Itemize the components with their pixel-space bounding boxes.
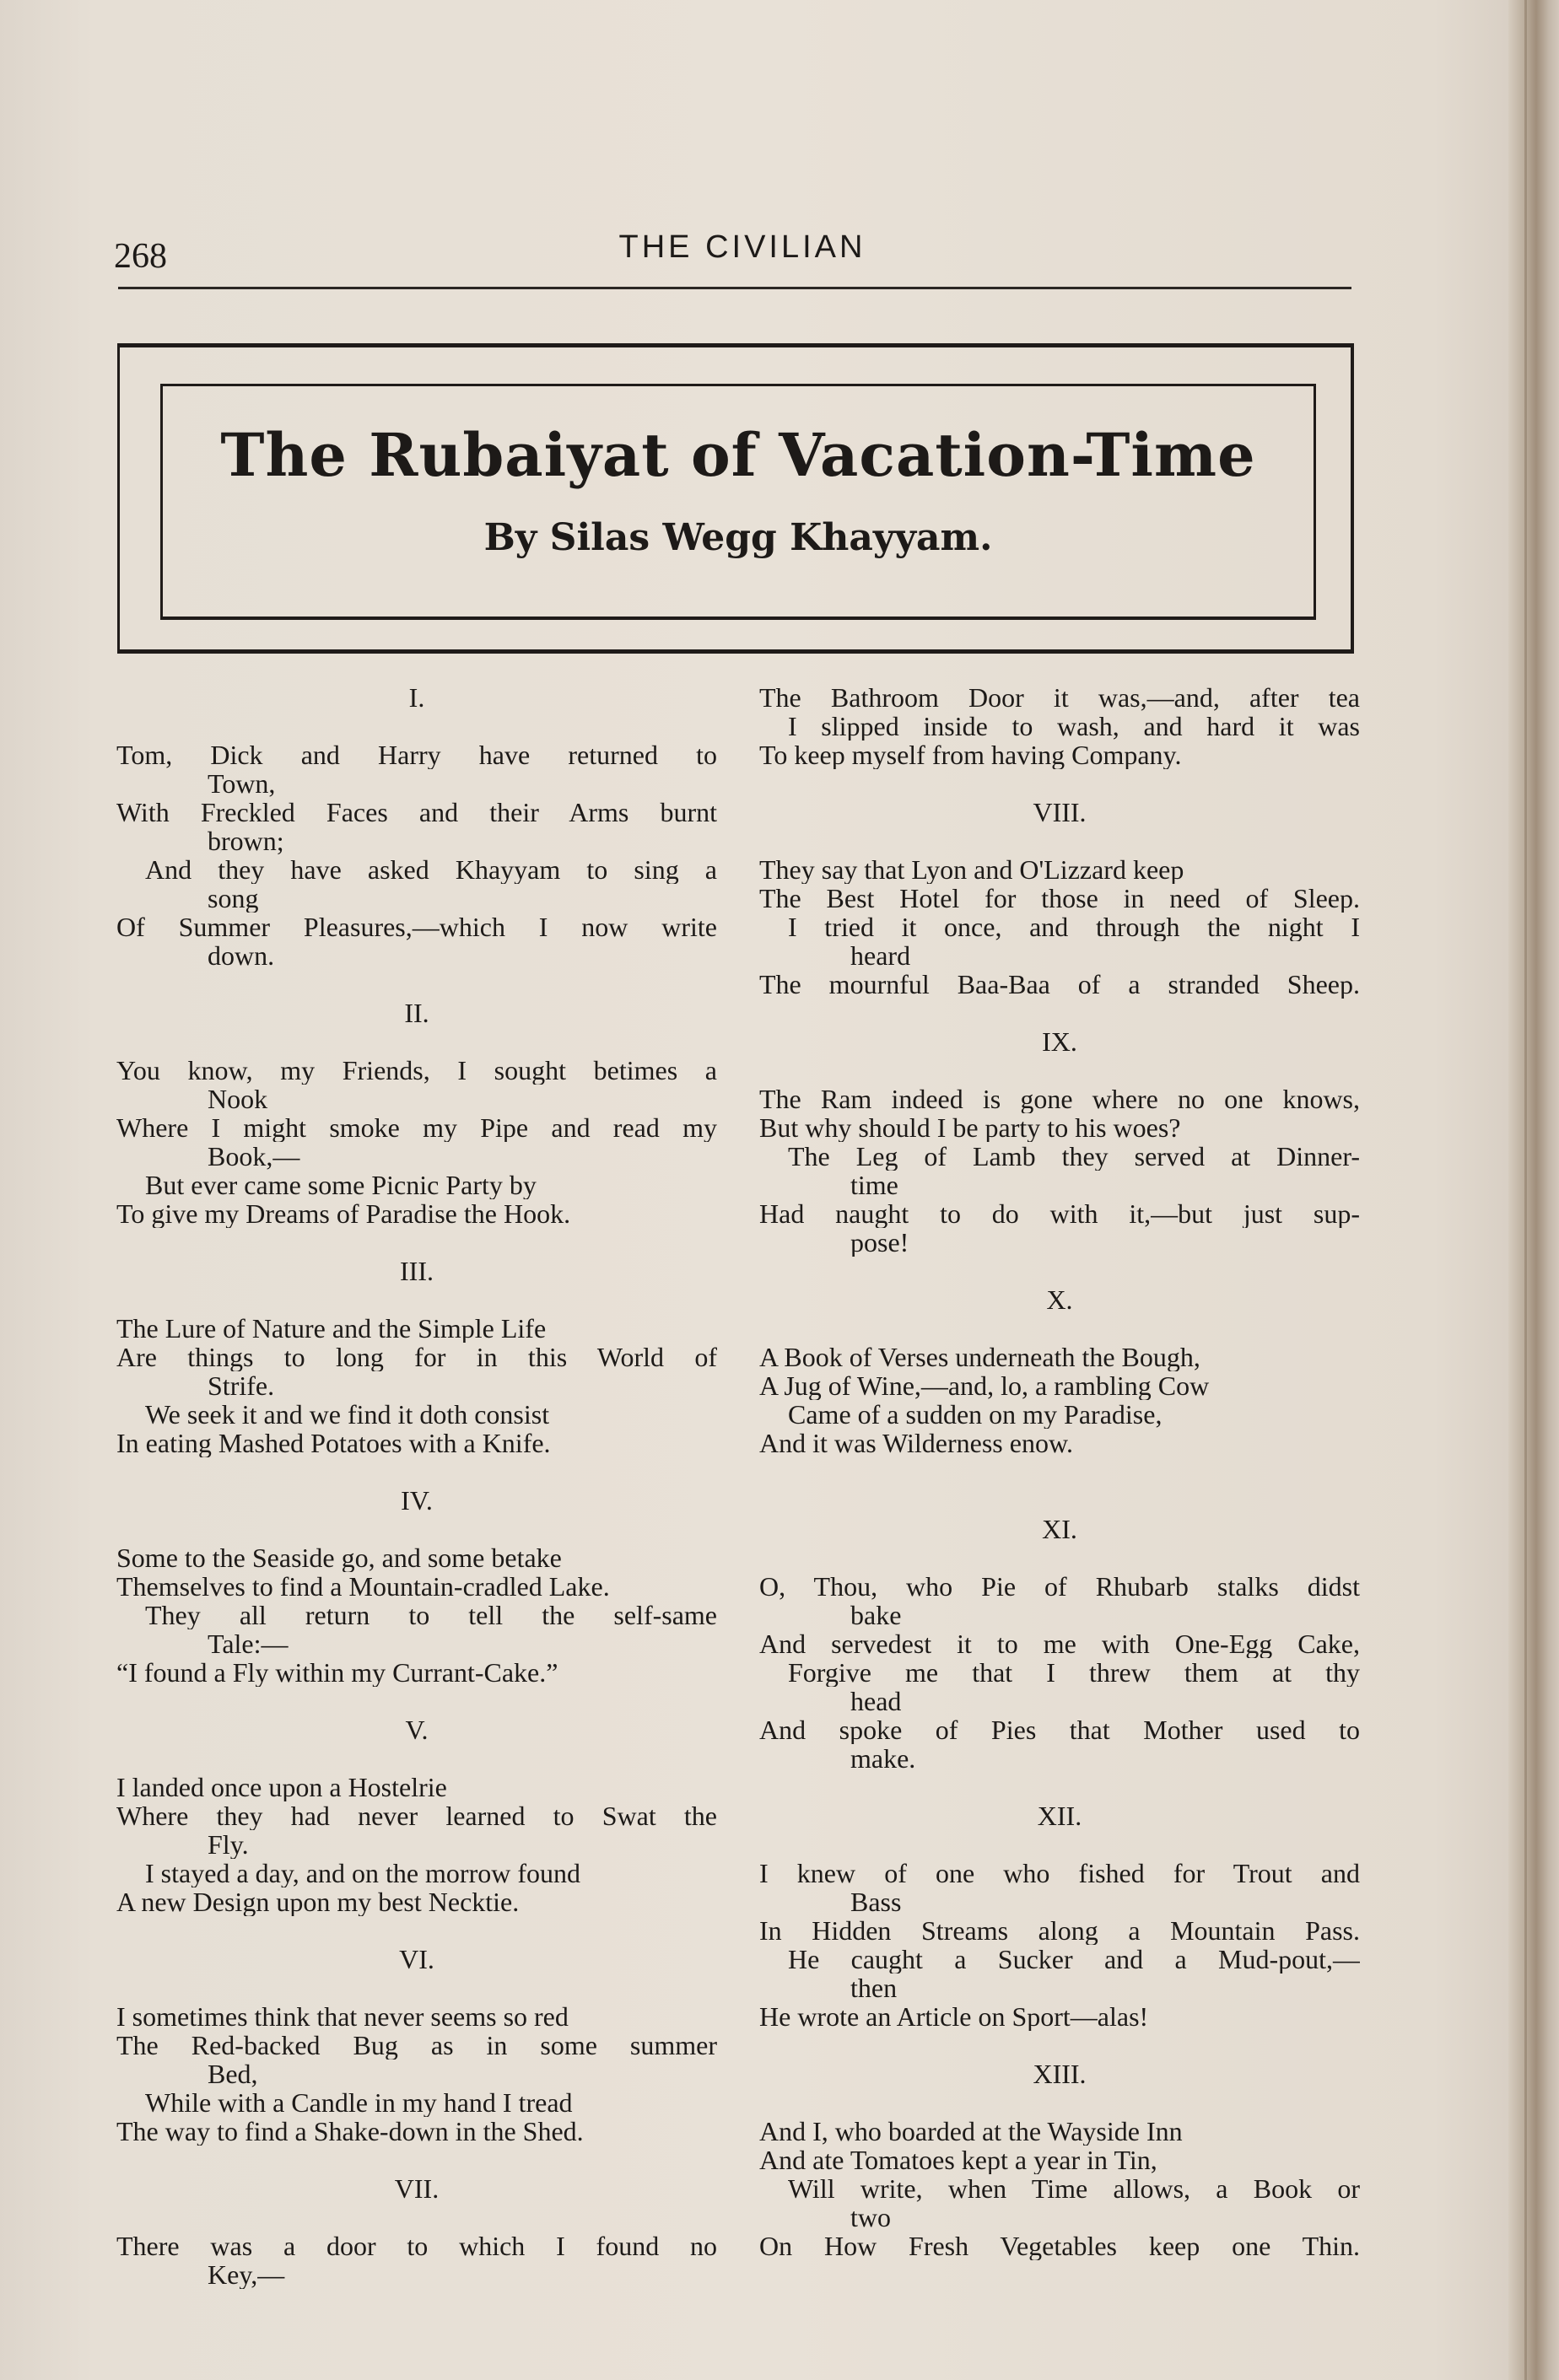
verse-line: A Jug of Wine,—and, lo, a rambling Cow <box>759 1371 1210 1400</box>
verse-line: O, Thou, who Pie of Rhubarb stalks didst <box>759 1572 1360 1601</box>
verse-line: Are things to long for in this World of <box>116 1343 717 1371</box>
verse-line: But why should I be party to his woes? <box>759 1113 1181 1142</box>
verse-line: And servedest it to me with One-Egg Cake, <box>759 1629 1360 1658</box>
verse-line: song <box>208 884 259 913</box>
verse-line: With Freckled Faces and their Arms burnt <box>116 798 717 827</box>
verse-line: A new Design upon my best Necktie. <box>116 1887 520 1916</box>
stanza-numeral: XI. <box>1042 1514 1077 1544</box>
verse-line: There was a door to which I found no <box>116 2232 717 2260</box>
verse-line: And they have asked Khayyam to sing a <box>145 855 717 884</box>
spine-edge <box>1524 0 1527 2380</box>
verse-line: Strife. <box>208 1371 275 1400</box>
stanza-1 <box>116 683 717 970</box>
verse-line: Tom, Dick and Harry have returned to <box>116 740 717 769</box>
verse-line: On How Fresh Vegetables keep one Thin. <box>759 2232 1360 2260</box>
verse-line: Some to the Seaside go, and some betake <box>116 1543 562 1572</box>
verse-line: Tale:— <box>208 1629 289 1658</box>
verse-line: The mournful Baa-Baa of a stranded Sheep. <box>759 970 1360 999</box>
verse-line: Came of a sudden on my Paradise, <box>788 1400 1163 1429</box>
stanza-numeral: VI. <box>399 1944 434 1974</box>
stanza-7-continued <box>759 683 1360 769</box>
verse-line: heard <box>850 941 911 970</box>
verse-line: And ate Tomatoes kept a year in Tin, <box>759 2146 1157 2174</box>
stanza-numeral: I. <box>408 682 425 713</box>
verse-line: But ever came some Picnic Party by <box>145 1171 537 1199</box>
verse-line: “I found a Fly within my Currant-Cake.” <box>116 1658 558 1687</box>
verse-line: To give my Dreams of Paradise the Hook. <box>116 1199 571 1228</box>
left-column <box>116 683 717 2289</box>
verse-line: Key,— <box>208 2260 285 2289</box>
book-spine-shadow <box>1508 0 1559 2380</box>
verse-line: A Book of Verses underneath the Bough, <box>759 1343 1200 1371</box>
verse-line: They all return to tell the self-same <box>145 1601 717 1629</box>
verse-line: The Best Hotel for those in need of Sleep. <box>759 884 1360 913</box>
verse-line: Bed, <box>208 2060 258 2088</box>
title-frame-inner <box>160 384 1316 620</box>
right-column <box>759 683 1360 2260</box>
stanza-10 <box>759 1285 1360 1457</box>
verse-line: Nook <box>208 1085 268 1113</box>
stanza-numeral: VII. <box>394 2173 440 2204</box>
stanza-numeral: XII. <box>1037 1801 1082 1831</box>
verse-line: The Red-backed Bug as in some summer <box>116 2031 717 2060</box>
stanza-numeral: V. <box>405 1715 429 1745</box>
verse-line: Fly. <box>208 1830 249 1859</box>
verse-line: two <box>850 2203 891 2232</box>
stanza-13 <box>759 2060 1360 2260</box>
verse-line: The way to find a Shake-down in the Shed. <box>116 2117 584 2146</box>
stanza-numeral: II. <box>404 998 429 1028</box>
verse-line: The Bathroom Door it was,—and, after tea <box>759 683 1360 712</box>
stanza-7 <box>116 2174 717 2289</box>
verse-line: In eating Mashed Potatoes with a Knife. <box>116 1429 551 1457</box>
stanza-3 <box>116 1257 717 1457</box>
verse-line: Where they had never learned to Swat the <box>116 1801 717 1830</box>
stanza-numeral: XIII. <box>1033 2059 1087 2089</box>
verse-line: Where I might smoke my Pipe and read my <box>116 1113 717 1142</box>
verse-line: And it was Wilderness enow. <box>759 1429 1073 1457</box>
verse-line: You know, my Friends, I sought betimes a <box>116 1056 717 1085</box>
verse-line: He caught a Sucker and a Mud-pout,— <box>788 1945 1360 1973</box>
verse-line: To keep myself from having Company. <box>759 740 1182 769</box>
stanza-4 <box>116 1486 717 1687</box>
verse-line: Themselves to find a Mountain-cradled Lake. <box>116 1572 610 1601</box>
stanza-5 <box>116 1715 717 1916</box>
verse-line: He wrote an Article on Sport—alas! <box>759 2002 1149 2031</box>
verse-line: I stayed a day, and on the morrow found <box>145 1859 580 1887</box>
verse-line: brown; <box>208 827 284 855</box>
stanza-12 <box>759 1801 1360 2031</box>
verse-line: down. <box>208 941 275 970</box>
verse-line: I landed once upon a Hostelrie <box>116 1773 447 1801</box>
stanza-11 <box>759 1515 1360 1773</box>
verse-line: bake <box>850 1601 902 1629</box>
verse-line: Town, <box>208 769 276 798</box>
header-rule <box>118 287 1351 289</box>
verse-line: Had naught to do with it,—but just sup- <box>759 1199 1360 1228</box>
stanza-numeral: VIII. <box>1033 797 1087 827</box>
verse-line: time <box>850 1171 898 1199</box>
verse-line: Book,— <box>208 1142 300 1171</box>
journal-title: THE CIVILIAN <box>618 229 866 265</box>
verse-line: We seek it and we find it doth consist <box>145 1400 550 1429</box>
page-number: 268 <box>114 237 167 276</box>
verse-line: The Leg of Lamb they served at Dinner- <box>788 1142 1360 1171</box>
verse-line: Of Summer Pleasures,—which I now write <box>116 913 717 941</box>
stanza-numeral: X. <box>1046 1284 1073 1315</box>
running-head <box>114 226 1354 285</box>
verse-line: pose! <box>850 1228 909 1257</box>
verse-line: And I, who boarded at the Wayside Inn <box>759 2117 1183 2146</box>
verse-line: then <box>850 1973 898 2002</box>
stanza-numeral: IX. <box>1042 1026 1077 1057</box>
verse-line: The Ram indeed is gone where no one knows, <box>759 1085 1360 1113</box>
verse-line: Bass <box>850 1887 902 1916</box>
verse-line: And spoke of Pies that Mother used to <box>759 1715 1360 1744</box>
stanza-8 <box>759 798 1360 999</box>
poem-title: The Rubaiyat of Vacation-Time <box>220 420 1256 490</box>
verse-line: I sometimes think that never seems so red <box>116 2002 569 2031</box>
stanza-numeral: III. <box>400 1256 434 1286</box>
verse-line: I tried it once, and through the night I <box>788 913 1360 941</box>
verse-line: The Lure of Nature and the Simple Life <box>116 1314 547 1343</box>
stanza-9 <box>759 1027 1360 1257</box>
verse-line: They say that Lyon and O'Lizzard keep <box>759 855 1184 884</box>
verse-line: Forgive me that I threw them at thy <box>788 1658 1360 1687</box>
verse-line: While with a Candle in my hand I tread <box>145 2088 573 2117</box>
stanza-6 <box>116 1945 717 2146</box>
verse-line: Will write, when Time allows, a Book or <box>788 2174 1360 2203</box>
stanza-2 <box>116 999 717 1228</box>
verse-line: I knew of one who fished for Trout and <box>759 1859 1360 1887</box>
verse-line: I slipped inside to wash, and hard it was <box>788 712 1360 740</box>
verse-line: In Hidden Streams along a Mountain Pass. <box>759 1916 1360 1945</box>
stanza-numeral: IV. <box>401 1485 433 1516</box>
verse-line: make. <box>850 1744 916 1773</box>
poem-byline: By Silas Wegg Khayyam. <box>483 516 993 559</box>
verse-line: head <box>850 1687 902 1715</box>
